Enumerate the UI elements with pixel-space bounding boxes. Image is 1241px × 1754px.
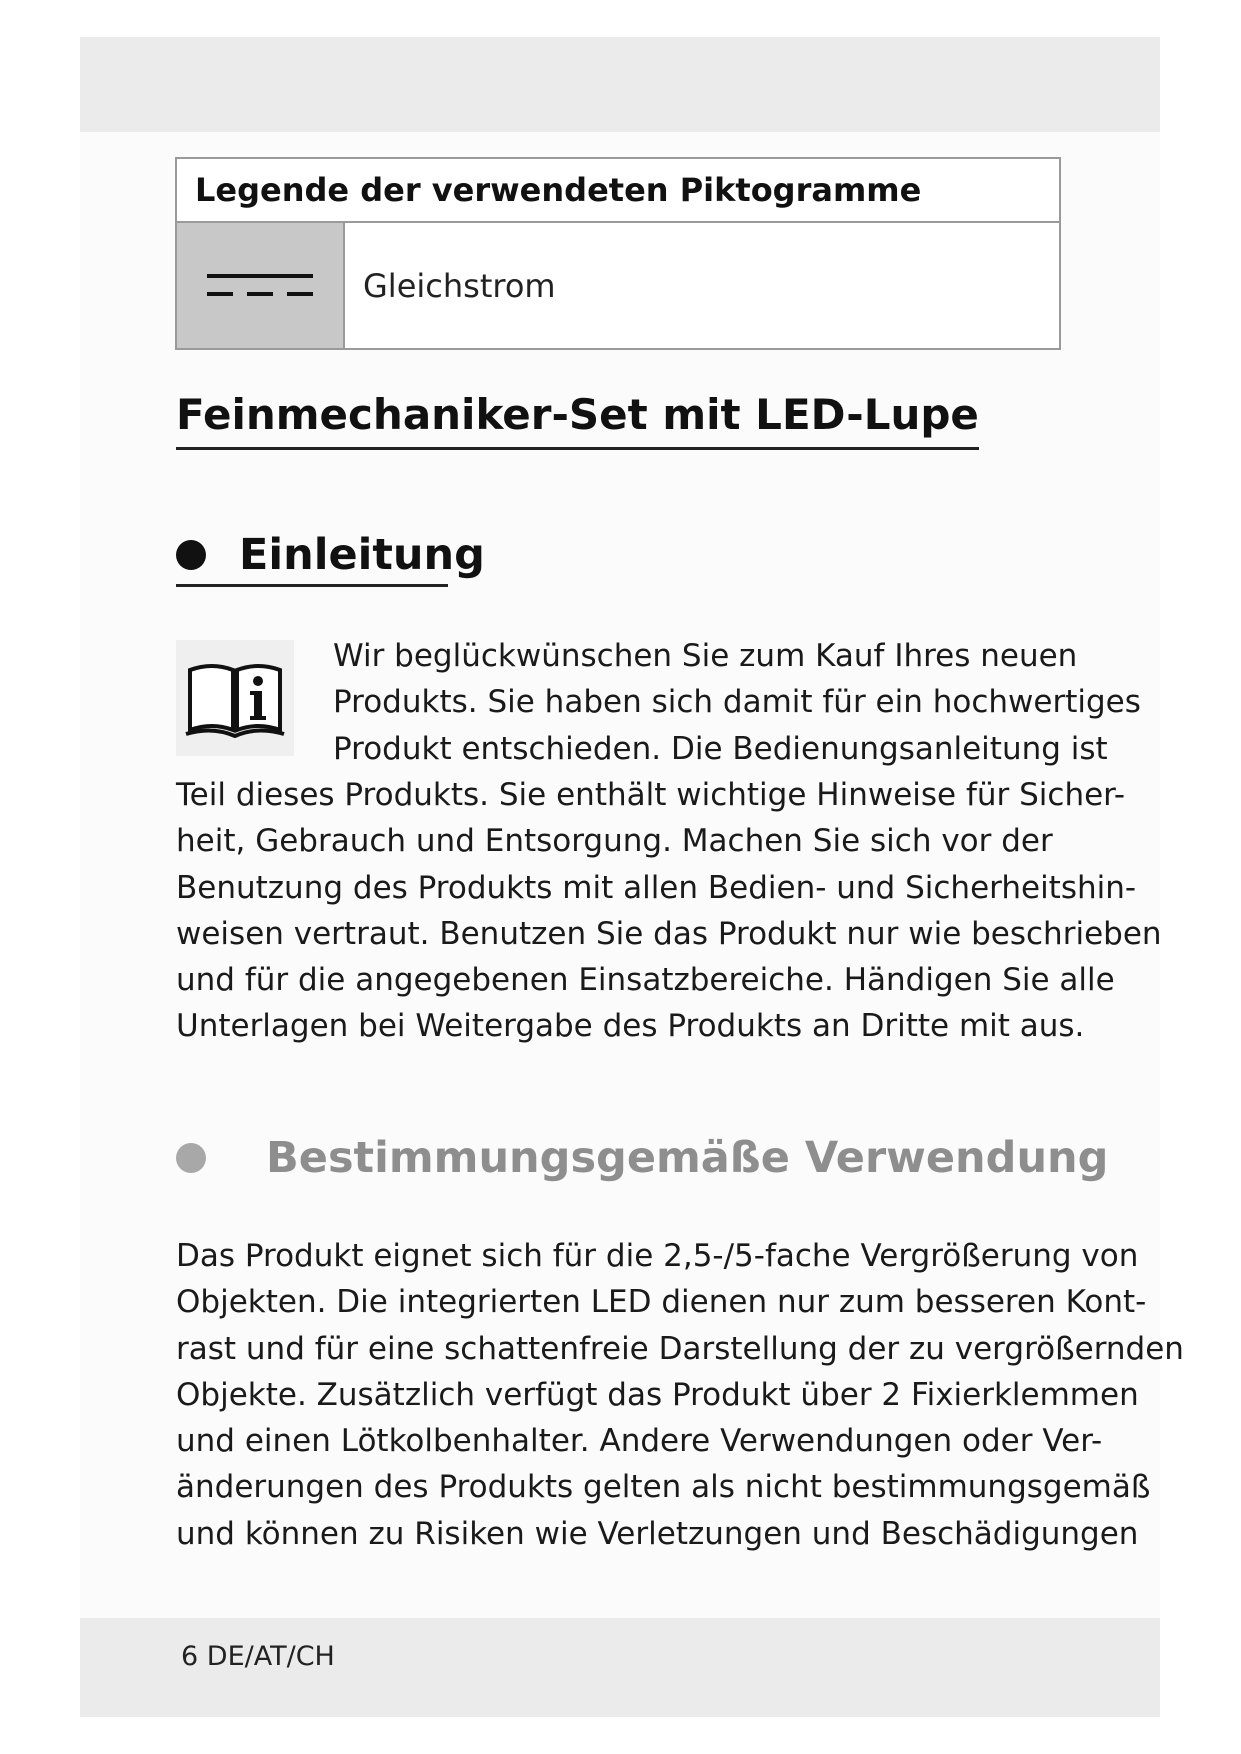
section-underline (176, 584, 448, 587)
text-line: Objekten. Die integrierten LED dienen nur zum besseren Kont- (176, 1284, 1147, 1321)
text-line: und können zu Risiken wie Verletzungen und Beschädigungen (176, 1515, 1139, 1552)
text-line: Wir beglückwünschen Sie zum Kauf Ihres neuen (333, 638, 1078, 674)
section-title-intro: Einleitung (239, 530, 485, 580)
page-number: 6 (181, 1641, 199, 1672)
legend-title: Legende der verwendeten Piktogramme (177, 159, 1059, 223)
legend-row (177, 223, 1059, 348)
header-band (80, 37, 1160, 132)
section-usage-heading (176, 1133, 1108, 1183)
info-book-icon (176, 640, 294, 756)
text-line: änderungen des Produkts gelten als nicht bestimmungsgemäß (176, 1469, 1151, 1506)
legend-icon-cell (177, 223, 345, 348)
text-line: Das Produkt eignet sich für die 2,5-/5-fache Vergrößerung von (176, 1238, 1139, 1274)
text-line: Benutzung des Produkts mit allen Bedien- und Sicherheitshin- (176, 869, 1137, 906)
pictogram-legend-table (175, 157, 1061, 350)
text-line: Unterlagen bei Weitergabe des Produkts an Dritte mit aus. (176, 1008, 1085, 1045)
section-title-usage: Bestimmungsgemäße Verwendung (266, 1133, 1109, 1183)
region-code: DE/AT/CH (206, 1641, 335, 1672)
intro-paragraph (176, 772, 1162, 1050)
section-intro-heading (176, 530, 485, 580)
document-title: Feinmechaniker-Set mit LED-Lupe (176, 390, 979, 450)
legend-label: Gleichstrom (363, 266, 556, 305)
text-line: Produkts. Sie haben sich damit für ein hochwertiges (333, 684, 1141, 721)
text-line: weisen vertraut. Benutzen Sie das Produkt nur wie beschrieben (176, 915, 1162, 952)
intro-paragraph-wrapped (333, 633, 1141, 772)
bullet-icon (176, 1143, 206, 1173)
page-footer (181, 1641, 335, 1672)
bullet-icon (176, 540, 206, 570)
direct-current-icon (205, 266, 315, 306)
text-line: rast und für eine schattenfreie Darstellung der zu vergrößernden (176, 1330, 1184, 1367)
text-line: und einen Lötkolbenhalter. Andere Verwendungen oder Ver- (176, 1423, 1103, 1460)
usage-paragraph (176, 1233, 1184, 1557)
text-line: Teil dieses Produkts. Sie enthält wichtige Hinweise für Sicher- (176, 777, 1126, 813)
text-line: Produkt entschieden. Die Bedienungsanleitung ist (333, 730, 1108, 767)
text-line: und für die angegebenen Einsatzbereiche. Händigen Sie alle (176, 962, 1115, 999)
text-line: heit, Gebrauch und Entsorgung. Machen Sie sich vor der (176, 823, 1053, 860)
text-line: Objekte. Zusätzlich verfügt das Produkt über 2 Fixierklemmen (176, 1376, 1139, 1413)
